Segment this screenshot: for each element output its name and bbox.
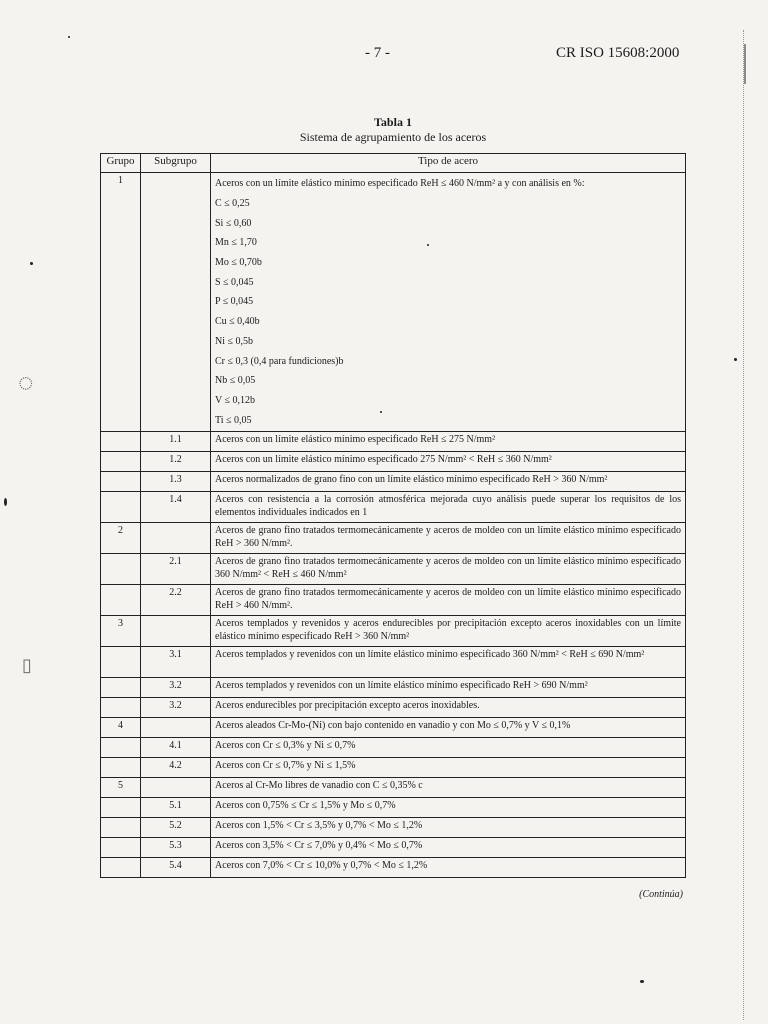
subgrupo-cell: 2.2 bbox=[141, 585, 211, 616]
tipo-cell: Aceros con 3,5% < Cr ≤ 7,0% y 0,4% < Mo ≤ 0,7% bbox=[211, 838, 686, 858]
table-row bbox=[101, 818, 686, 838]
grupo-cell: 3 bbox=[101, 616, 141, 647]
table-row bbox=[101, 718, 686, 738]
table-row bbox=[101, 173, 686, 432]
table-caption: Sistema de agrupamiento de los aceros bbox=[299, 130, 487, 144]
grupo-cell bbox=[101, 858, 141, 878]
tipo-cell bbox=[211, 173, 686, 432]
subgrupo-cell bbox=[141, 173, 211, 432]
composition-limit: S ≤ 0,045 bbox=[215, 276, 254, 288]
tipo-cell: Aceros al Cr-Mo libres de vanadio con C ≤ 0,35% c bbox=[211, 778, 686, 798]
tipo-cell: Aceros normalizados de grano fino con un límite elástico mínimo especificado ReH > 360 N/mm² bbox=[211, 472, 686, 492]
table-row bbox=[101, 585, 686, 616]
composition-limit: Mn ≤ 1,70 bbox=[215, 237, 257, 249]
table-row bbox=[101, 472, 686, 492]
table-row bbox=[101, 778, 686, 798]
scan-speck bbox=[734, 358, 737, 361]
tipo-cell: Aceros con 0,75% ≤ Cr ≤ 1,5% y Mo ≤ 0,7% bbox=[211, 798, 686, 818]
grupo-cell: 1 bbox=[101, 173, 141, 432]
tipo-cell: Aceros de grano fino tratados termomecánicamente y aceros de moldeo con un límite elástico mínimo especificado ReH > 460 N/mm². bbox=[211, 585, 686, 616]
table-row bbox=[101, 838, 686, 858]
grupo-cell bbox=[101, 838, 141, 858]
tipo-cell: Aceros con resistencia a la corrosión atmosférica mejorada cuyo análisis puede superar los requisitos de los elementos individuales indicados en 1 bbox=[211, 492, 686, 523]
subgrupo-cell: 1.4 bbox=[141, 492, 211, 523]
table-row bbox=[101, 452, 686, 472]
grupo-cell bbox=[101, 554, 141, 585]
tipo-cell: Aceros de grano fino tratados termomecánicamente y aceros de moldeo con un límite elástico mínimo especificado ReH > 360 N/mm². bbox=[211, 523, 686, 554]
table-row bbox=[101, 678, 686, 698]
composition-limit: Nb ≤ 0,05 bbox=[215, 375, 256, 387]
scan-speck bbox=[68, 36, 70, 38]
table-row bbox=[101, 738, 686, 758]
composition-limit: Mo ≤ 0,70b bbox=[215, 257, 262, 269]
tipo-cell: Aceros con 7,0% < Cr ≤ 10,0% y 0,7% < Mo ≤ 1,2% bbox=[211, 858, 686, 878]
subgrupo-cell bbox=[141, 718, 211, 738]
scan-speck bbox=[640, 980, 644, 983]
subgrupo-cell: 3.1 bbox=[141, 647, 211, 678]
table-row bbox=[101, 523, 686, 554]
grupo-cell bbox=[101, 647, 141, 678]
tipo-cell: Aceros endurecibles por precipitación excepto aceros inoxidables. bbox=[211, 698, 686, 718]
subgrupo-cell: 5.3 bbox=[141, 838, 211, 858]
grupo-cell bbox=[101, 432, 141, 452]
grupo-cell bbox=[101, 738, 141, 758]
scan-speck bbox=[4, 498, 7, 506]
table-row bbox=[101, 492, 686, 523]
subgrupo-cell: 3.2 bbox=[141, 678, 211, 698]
table-row bbox=[101, 858, 686, 878]
scan-speck bbox=[30, 262, 33, 265]
table-label: Tabla 1 bbox=[374, 115, 412, 129]
group1-intro: Aceros con un límite elástico mínimo especificado ReH ≤ 460 N/mm² a y con análisis en %: bbox=[215, 178, 585, 189]
grupo-cell: 2 bbox=[101, 523, 141, 554]
tipo-cell: Aceros con Cr ≤ 0,3% y Ni ≤ 0,7% bbox=[211, 738, 686, 758]
tipo-cell: Aceros de grano fino tratados termomecánicamente y aceros de moldeo con un límite elástico mínimo especificado 360 N/mm² < ReH ≤ 460 N/mm² bbox=[211, 554, 686, 585]
scan-hole-mark: ◌ bbox=[18, 368, 34, 397]
grupo-cell: 4 bbox=[101, 718, 141, 738]
document-code: CR ISO 15608:2000 bbox=[556, 45, 680, 61]
subgrupo-cell bbox=[141, 778, 211, 798]
subgrupo-cell bbox=[141, 523, 211, 554]
scan-hole-mark: ▯ bbox=[22, 655, 32, 675]
subgrupo-cell: 1.3 bbox=[141, 472, 211, 492]
subgrupo-cell: 4.1 bbox=[141, 738, 211, 758]
grupo-cell bbox=[101, 585, 141, 616]
composition-limit: Cu ≤ 0,40b bbox=[215, 316, 260, 328]
subgrupo-cell bbox=[141, 616, 211, 647]
grupo-cell bbox=[101, 492, 141, 523]
tipo-cell: Aceros con un límite elástico mínimo especificado ReH ≤ 275 N/mm² bbox=[211, 432, 686, 452]
table-row bbox=[101, 798, 686, 818]
subgrupo-cell: 3.2 bbox=[141, 698, 211, 718]
composition-limit: V ≤ 0,12b bbox=[215, 394, 256, 406]
grupo-cell bbox=[101, 472, 141, 492]
composition-limit: C ≤ 0,25 bbox=[215, 198, 250, 209]
tipo-cell: Aceros con un límite elástico mínimo especificado 275 N/mm² < ReH ≤ 360 N/mm² bbox=[211, 452, 686, 472]
table-row bbox=[101, 698, 686, 718]
grupo-cell bbox=[101, 798, 141, 818]
subgrupo-cell: 1.2 bbox=[141, 452, 211, 472]
column-header-tipo: Tipo de acero bbox=[211, 154, 686, 173]
table-title-block bbox=[100, 115, 686, 145]
page-binding-edge bbox=[743, 30, 754, 1020]
subgrupo-cell: 4.2 bbox=[141, 758, 211, 778]
subgrupo-cell: 5.4 bbox=[141, 858, 211, 878]
subgrupo-cell: 2.1 bbox=[141, 554, 211, 585]
table-row bbox=[101, 758, 686, 778]
steel-grouping-table bbox=[100, 153, 686, 878]
tipo-cell: Aceros con 1,5% < Cr ≤ 3,5% y 0,7% < Mo ≤ 1,2% bbox=[211, 818, 686, 838]
composition-limit: Si ≤ 0,60 bbox=[215, 217, 252, 229]
subgrupo-cell: 5.2 bbox=[141, 818, 211, 838]
table-row bbox=[101, 616, 686, 647]
table-row bbox=[101, 554, 686, 585]
subgrupo-cell: 5.1 bbox=[141, 798, 211, 818]
grupo-cell bbox=[101, 452, 141, 472]
grupo-cell bbox=[101, 758, 141, 778]
composition-limit: Ni ≤ 0,5b bbox=[215, 335, 253, 347]
composition-limit: Ti ≤ 0,05 bbox=[215, 414, 252, 426]
table-row bbox=[101, 647, 686, 678]
tipo-cell: Aceros con Cr ≤ 0,7% y Ni ≤ 1,5% bbox=[211, 758, 686, 778]
grupo-cell bbox=[101, 698, 141, 718]
subgrupo-cell: 1.1 bbox=[141, 432, 211, 452]
scan-edge-mark bbox=[744, 44, 762, 84]
column-header-subgrupo: Subgrupo bbox=[141, 154, 211, 173]
tipo-cell: Aceros templados y revenidos con un límite elástico mínimo especificado ReH > 690 N/mm² bbox=[211, 678, 686, 698]
table-row bbox=[101, 432, 686, 452]
continued-note: (Continúa) bbox=[639, 889, 683, 900]
tipo-cell: Aceros templados y revenidos y aceros endurecibles por precipitación excepto aceros inoxidables con un límite elástico mínimo especificado ReH > 360 N/mm² bbox=[211, 616, 686, 647]
tipo-cell: Aceros templados y revenidos con un límite elástico mínimo especificado 360 N/mm² < ReH ≤ 690 N/mm² bbox=[211, 647, 686, 678]
column-header-grupo: Grupo bbox=[101, 154, 141, 173]
composition-list bbox=[215, 194, 681, 430]
table-header-row bbox=[101, 154, 686, 173]
composition-limit: P ≤ 0,045 bbox=[215, 296, 254, 308]
grupo-cell bbox=[101, 678, 141, 698]
composition-limit: Cr ≤ 0,3 (0,4 para fundiciones)b bbox=[215, 355, 344, 367]
page-number: - 7 - bbox=[365, 45, 390, 61]
tipo-cell: Aceros aleados Cr-Mo-(Ni) con bajo contenido en vanadio y con Mo ≤ 0,7% y V ≤ 0,1% bbox=[211, 718, 686, 738]
grupo-cell: 5 bbox=[101, 778, 141, 798]
grupo-cell bbox=[101, 818, 141, 838]
